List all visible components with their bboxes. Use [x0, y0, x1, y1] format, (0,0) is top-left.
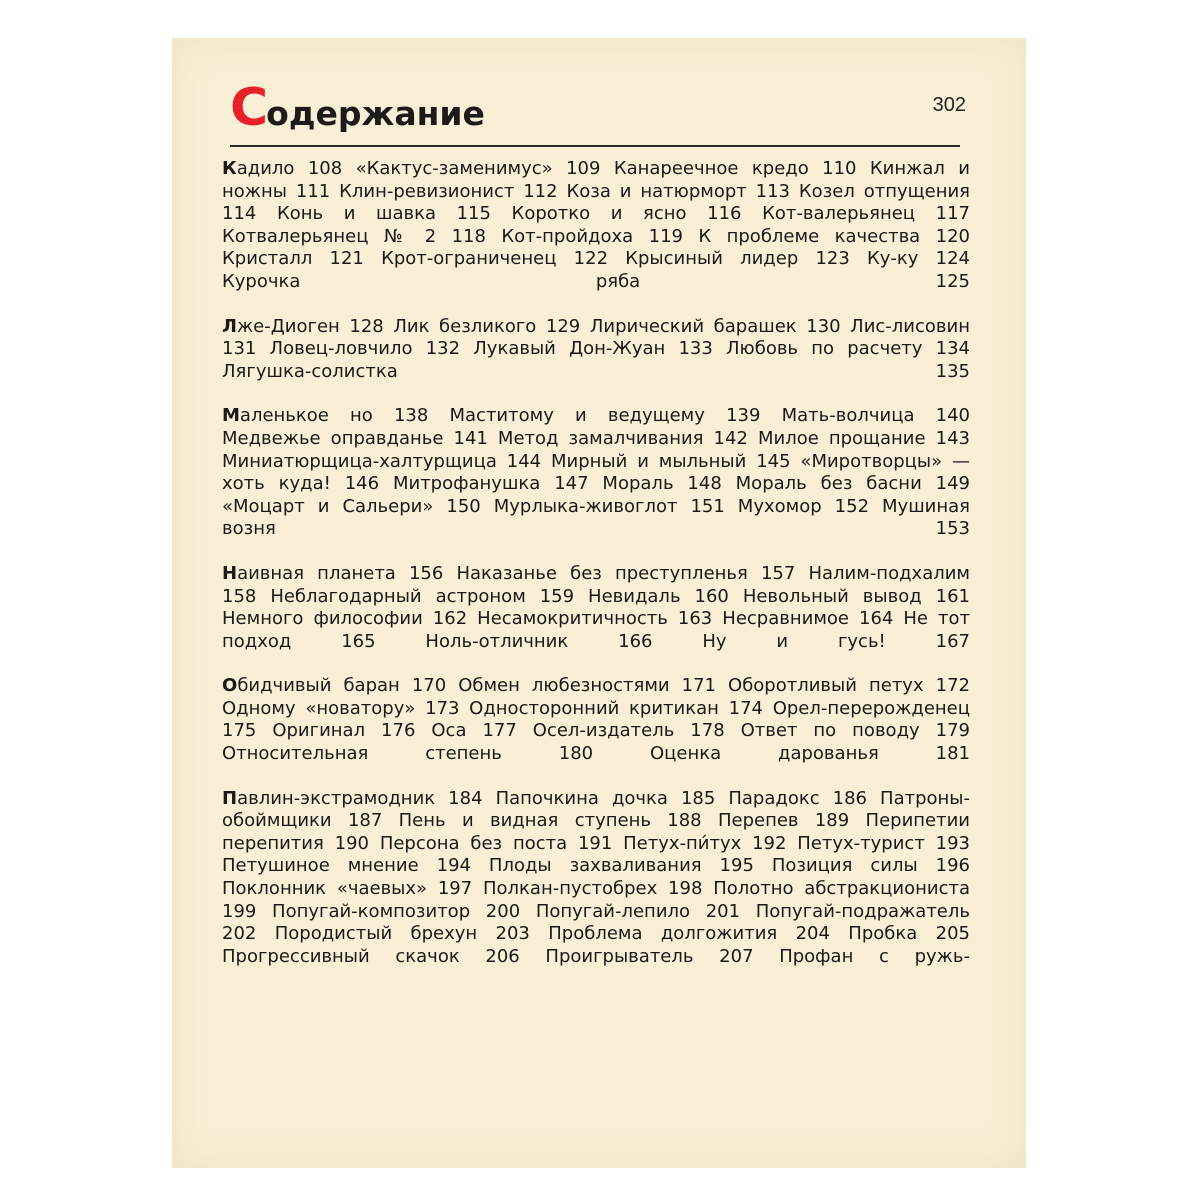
section-initial: К: [222, 158, 237, 179]
section-initial: О: [222, 675, 238, 697]
section-entries: же-Диоген 128 Лик безликого 129 Лирический барашек 130 Лис-лисовин 131 Ловец-ловчило 132 Лукавый Дон-Жуан 133 Любовь по расчету 134 Лягушка-солистка 135: [222, 315, 970, 382]
section-entries: аленькое но 138 Маститому и ведущему 139 Мать-волчица 140 Медвежье оправданье 141 Метод замалчивания 142 Милое прощание 143 Миниатюрщица-халтурщица 144 Мирный и мыльный 145 «Миротворцы» — хоть куда! 146 Митрофанушка 147 Мораль 148 Мораль без басни 149 «Моцарт и Сальери» 150 Мурлыка-живоглот 151 Мухомор 152 Мушиная возня 153: [222, 405, 970, 540]
title-text: одержание: [266, 94, 485, 133]
page-number: 302: [932, 94, 966, 116]
page-title: [230, 78, 485, 138]
section-entries: адило 108 «Кактус-заменимус» 109 Канареечное кредо 110 Кинжал и ножны 111 Клин-ревизионист 112 Коза и натюрморт 113 Козел отпущения 114 Конь и шавка 115 Коротко и ясно 116 Кот-валерьянец 117 Котвалерьянец № 2 118 Кот-пройдоха 119 К проблеме качества 120 Кристалл 121 Крот-ограниченец 122 Крысиный лидер 123 Ку-ку 124 Курочка ряба 125: [222, 158, 970, 292]
contents-section-k: [222, 158, 970, 294]
contents-section-p: [222, 788, 970, 969]
section-initial: М: [222, 405, 240, 427]
section-entries: бидчивый баран 170 Обмен любезностями 171 Оборотливый петух 172 Одному «новатору» 173 Односторонний критикан 174 Орел-перерожденец 175 Оригинал 176 Оса 177 Осел-издатель 178 Ответ по поводу 179 Относительная степень 180 Оценка дарованья 181: [222, 675, 970, 765]
section-entries: аивная планета 156 Наказанье без преступленья 157 Налим-подхалим 158 Неблагодарный астроном 159 Невидаль 160 Невольный вывод 161 Немного философии 162 Несамокритичность 163 Несравнимое 164 Не тот подход 165 Ноль-отличник 166 Ну и гусь! 167: [222, 562, 970, 652]
contents-section-m: [222, 405, 970, 541]
contents-section-n: [222, 563, 970, 653]
section-initial: Л: [222, 315, 237, 337]
section-initial: П: [222, 787, 238, 809]
contents-section-l: [222, 316, 970, 384]
contents-section-o: [222, 675, 970, 765]
section-entries: авлин-экстрамодник 184 Папочкина дочка 185 Парадокс 186 Патроны-обоймщики 187 Пень и видная ступень 188 Перепев 189 Перипетии перепития 190 Персона без поста 191 Петух-пи́тух 192 Петух-турист 193 Петушиное мнение 194 Плоды захваливания 195 Позиция силы 196 Поклонник «чаевых» 197 Полкан-пустобрех 198 Полотно абстракциониста 199 Попугай-композитор 200 Попугай-лепило 201 Попугай-подражатель 202 Породистый брехун 203 Проблема долгожития 204 Пробка 205 Прогрессивный скачок 206 Проигрыватель 207 Профан с ружь-: [222, 787, 970, 967]
header-divider: [230, 145, 960, 147]
page-header: [230, 78, 970, 138]
contents-entries: [222, 158, 970, 990]
section-initial: Н: [222, 562, 238, 584]
title-initial-letter: С: [230, 78, 267, 138]
book-page: [172, 38, 1026, 1168]
